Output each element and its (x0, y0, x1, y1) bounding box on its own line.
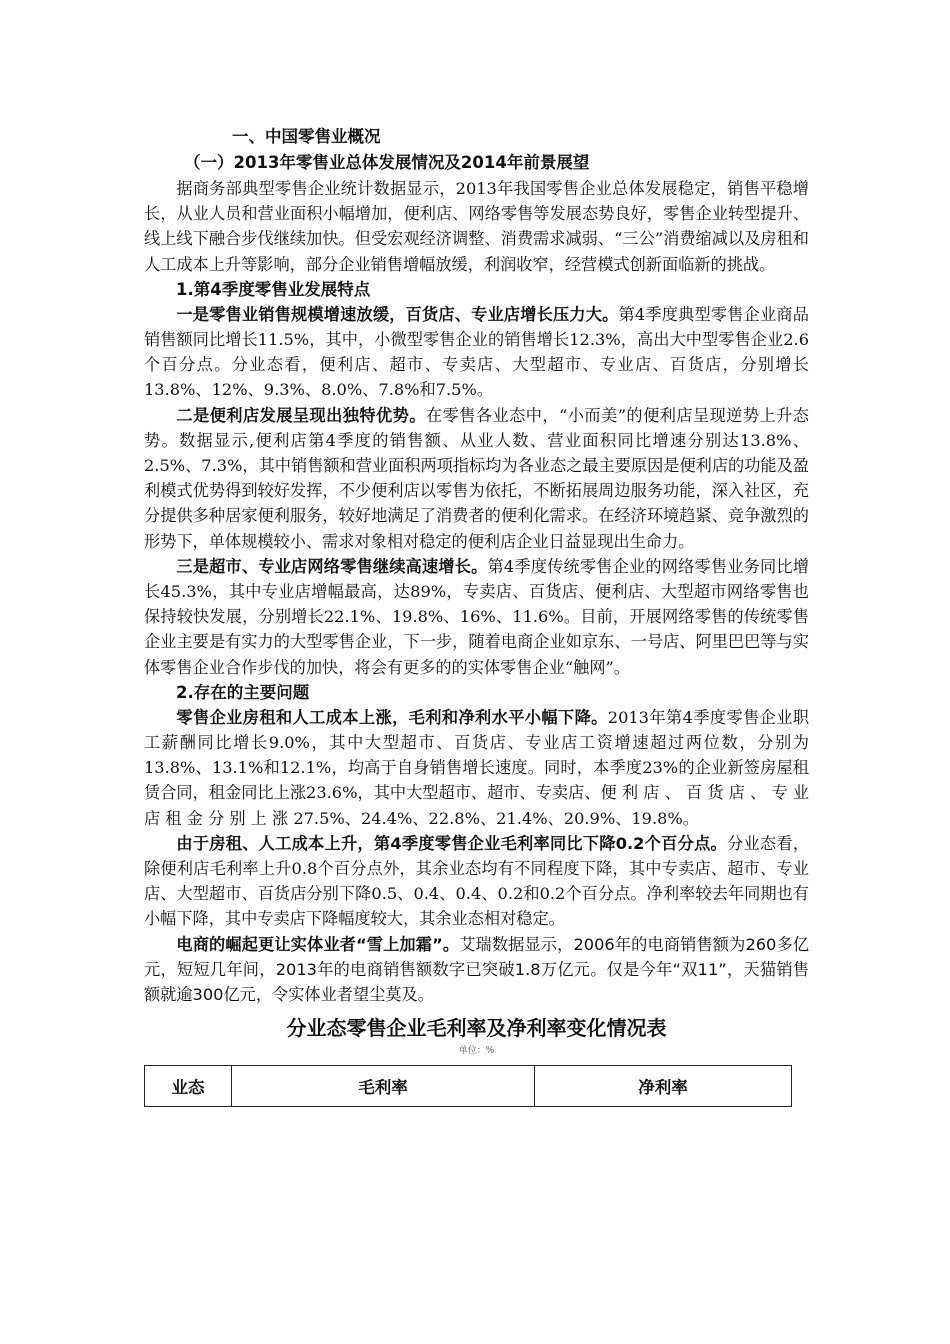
heading-q4-features: 1.第4季度零售业发展特点 (176, 279, 371, 299)
section-title: 一、中国零售业概况 (232, 127, 381, 146)
paragraph-online-retail (144, 554, 809, 680)
column-header-gross-margin: 毛利率 (232, 1066, 535, 1107)
subsection-title: （一）2013年零售业总体发展情况及2014年前景展望 (184, 153, 590, 172)
paragraph-lead: 一是零售业销售规模增速放缓，百货店、专业店增长压力大。 (176, 304, 619, 324)
paragraph-lead: 由于房租、人工成本上升，第4季度零售企业毛利率同比下降0.2个百分点。 (176, 833, 727, 853)
paragraph-rent-labor (144, 705, 809, 831)
paragraph-body: 第4季度典型零售企业商品销售额同比增长11.5%，其中，小微型零售企业的销售增长12.3%，高出大中型零售企业2.6个百分点。分业态看，便利店、超市、专卖店、大型超市、专业店、百货店，分别增长13.8%、12%、9.3%、8.0%、7.8%和7.5%。 (144, 304, 809, 400)
paragraph-convenience-store (144, 403, 809, 554)
paragraph-gross-margin (144, 831, 809, 932)
table-unit: 单位：% (458, 1046, 495, 1057)
paragraph-body: 2013年第4季度零售企业职工薪酬同比增长9.0%，其中大型超市、百货店、专业店工资增速超过两位数，分别为13.8%、13.1%和12.1%，均高于自身销售增长速度。同时，本季度23%的企业新签房屋租赁合同，租金同比上涨23.6%，其中大型超市、超市、专卖店、便 利 店 、 百 货 店 、 专 业 店 租 金 分 别 上 涨 27.5%、24.4%、22.8%、21.4%、20.9%、19.8%。 (144, 707, 810, 828)
paragraph-lead: 电商的崛起更让实体业者“雪上加霜”。 (176, 934, 460, 954)
column-header-net-margin: 净利率 (535, 1066, 792, 1107)
intro-paragraph: 据商务部典型零售企业统计数据显示，2013年我国零售企业总体发展稳定，销售平稳增长，从业人员和营业面积小幅增加，便利店、网络零售等发展态势良好，零售企业转型提升、线上线下融合步伐继续加快。但受宏观经济调整、消费需求减弱、“三公”消费缩减以及房租和人工成本上升等影响，部分企业销售增幅放缓，利润收窄，经营模式创新面临新的挑战。 (144, 179, 809, 274)
paragraph-body: 分业态看，除便利店毛利率上升0.8个百分点外，其余业态均有不同程度下降，其中专卖店、超市、专业店、大型超市、百货店分别下降0.5、0.4、0.4、0.2和0.2个百分点。净利率较去年同期也有小幅下降，其中专卖店下降幅度较大，其余业态相对稳定。 (144, 833, 810, 929)
document-page (144, 124, 809, 1107)
paragraph-body: 艾瑞数据显示，2006年的电商销售额为260多亿元，短短几年间，2013年的电商销售额数字已突破1.8万亿元。仅是今年“双11”，天猫销售额就逾300亿元，令实体业者望尘莫及。 (144, 934, 810, 1005)
paragraph-lead: 三是超市、专业店网络零售继续高速增长。 (176, 556, 488, 576)
paragraph-body: 第4季度传统零售企业的网络零售业务同比增长45.3%，其中专业店增幅最高，达89%，专卖店、百货店、便利店、大型超市网络零售也保持较快发展，分别增长22.1%、19.8%、16%、11.6%。目前，开展网络零售的传统零售企业主要是有实力的大型零售企业，下一步，随着电商企业如京东、一号店、阿里巴巴等与实体零售企业合作步伐的加快，将会有更多的的实体零售企业“触网”。 (144, 556, 809, 677)
table-title: 分业态零售企业毛利率及净利率变化情况表 (286, 1016, 667, 1041)
paragraph-sales-growth (144, 302, 809, 403)
paragraph-lead: 零售企业房租和人工成本上涨，毛利和净利水平小幅下降。 (176, 707, 608, 727)
heading-main-problems: 2.存在的主要问题 (176, 682, 310, 702)
paragraph-ecommerce (144, 932, 809, 1008)
table-header-row (145, 1066, 792, 1107)
margin-table (144, 1065, 792, 1107)
column-header-format: 业态 (145, 1066, 232, 1107)
paragraph-body: 在零售各业态中，“小而美”的便利店呈现逆势上升态势。数据显示,便利店第4季度的销售额、从业人数、营业面积同比增速分别达13.8%、2.5%、7.3%，其中销售额和营业面积两项指标均为各业态之最主要原因是便利店的功能及盈利模式优势得到较好发挥，不少便利店以零售为依托，不断拓展周边服务功能，深入社区，充分提供多种居家便利服务，较好地满足了消费者的便利化需求。在经济环境趋紧、竞争激烈的形势下，单体规模较小、需求对象相对稳定的便利店企业日益显现出生命力。 (144, 405, 809, 551)
paragraph-lead: 二是便利店发展呈现出独特优势。 (176, 405, 426, 425)
